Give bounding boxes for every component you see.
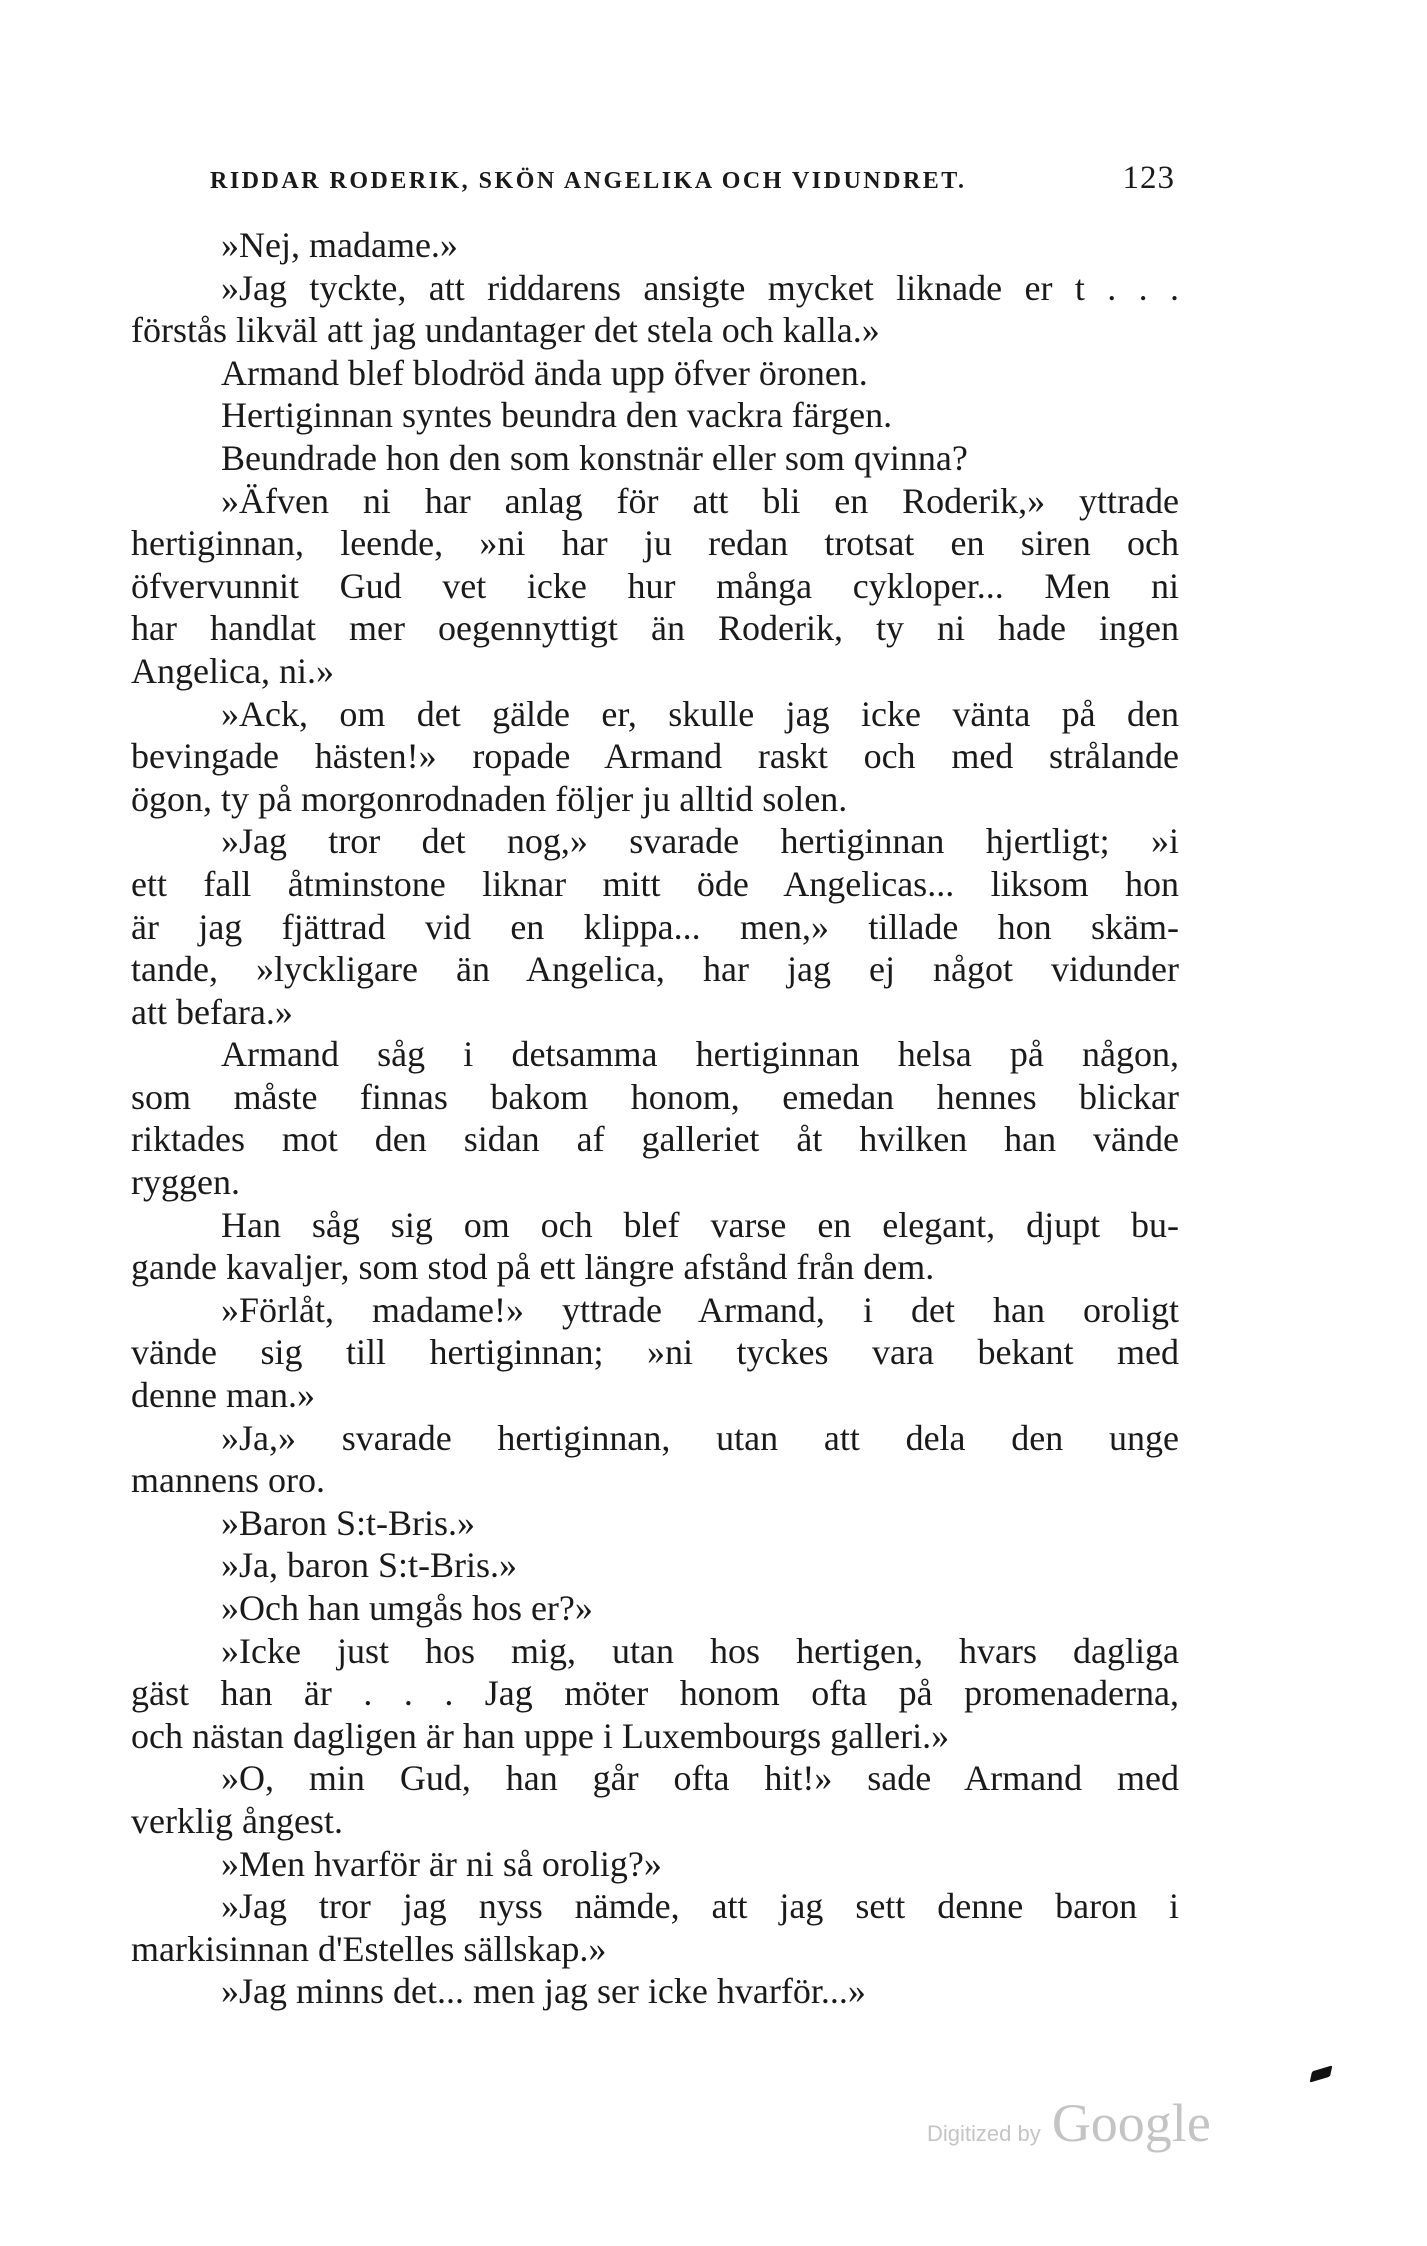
text-line: vände sig till hertiginnan; »ni tyckes vara bekant med	[131, 1332, 1179, 1373]
text-line: som måste finnas bakom honom, emedan hennes blickar	[131, 1076, 1179, 1117]
text-line: gäst han är . . . Jag möter honom ofta på promenaderna,	[131, 1673, 1179, 1714]
text-line: »Förlåt, madame!» yttrade Armand, i det han oroligt	[221, 1289, 1179, 1330]
text-line: tande, »lyckligare än Angelica, har jag ej något vidunder	[131, 949, 1179, 990]
text-line: riktades mot den sidan af galleriet åt hvilken han vände	[131, 1119, 1179, 1160]
page-number: 123	[1122, 160, 1175, 196]
text-line: Han såg sig om och blef varse en elegant, djupt bu-	[221, 1204, 1179, 1245]
text-line: verklig ångest.	[131, 1800, 343, 1841]
text-line: Hertiginnan syntes beundra den vackra färgen.	[221, 395, 893, 436]
text-line: »Men hvarför är ni så orolig?»	[221, 1843, 662, 1884]
text-line: »Ja,» svarade hertiginnan, utan att dela den unge	[221, 1417, 1179, 1458]
text-line: mannens oro.	[131, 1460, 325, 1501]
running-title: RIDDAR RODERIK, SKÖN ANGELIKA OCH VIDUNDRET.	[210, 168, 967, 194]
text-line: ryggen.	[131, 1162, 240, 1203]
text-line: öfvervunnit Gud vet icke hur många cykloper... Men ni	[131, 565, 1179, 606]
body-text	[131, 224, 1179, 2013]
text-line: bevingade hästen!» ropade Armand raskt och med strålande	[131, 736, 1179, 777]
text-line: »Icke just hos mig, utan hos hertigen, hvars dagliga	[221, 1630, 1179, 1671]
text-line: »Jag minns det... men jag ser icke hvarför...»	[221, 1971, 866, 2012]
text-line: »Baron S:t-Bris.»	[221, 1502, 476, 1543]
text-line: »Och han umgås hos er?»	[221, 1588, 593, 1628]
text-line: Armand såg i detsamma hertiginnan helsa på någon,	[221, 1034, 1179, 1075]
text-line: har handlat mer oegennyttigt än Roderik, ty ni hade ingen	[131, 608, 1179, 649]
text-line: förstås likväl att jag undantager det stela och kalla.»	[131, 310, 880, 351]
digitized-watermark	[927, 2092, 1211, 2152]
text-line: »Jag tyckte, att riddarens ansigte mycket liknade er t . . .	[221, 267, 1179, 308]
ink-mark-icon	[1310, 2065, 1333, 2082]
text-line: Armand blef blodröd ända upp öfver öronen.	[221, 352, 868, 393]
text-line: »Jag tror jag nyss nämde, att jag sett denne baron i	[221, 1886, 1179, 1927]
text-line: ett fall åtminstone liknar mitt öde Angelicas... liksom hon	[131, 863, 1179, 904]
text-line: »Ja, baron S:t-Bris.»	[221, 1545, 517, 1586]
text-line: och nästan dagligen är han uppe i Luxembourgs galleri.»	[131, 1715, 950, 1756]
watermark-prefix: Digitized by	[927, 2121, 1041, 2146]
text-line: »Jag tror det nog,» svarade hertiginnan hjertligt; »i	[221, 821, 1179, 862]
text-line: att befara.»	[131, 991, 293, 1032]
text-line: »O, min Gud, han går ofta hit!» sade Armand med	[221, 1758, 1179, 1799]
running-head	[210, 160, 1175, 200]
text-line: Beundrade hon den som konstnär eller som qvinna?	[221, 437, 968, 478]
text-line: gande kavaljer, som stod på ett längre afstånd från dem.	[131, 1247, 935, 1288]
text-line: är jag fjättrad vid en klippa... men,» tillade hon skäm-	[131, 906, 1179, 947]
text-line: »Nej, madame.»	[221, 225, 458, 265]
text-line: Angelica, ni.»	[131, 650, 334, 691]
text-line: hertiginnan, leende, »ni har ju redan trotsat en siren och	[131, 523, 1179, 564]
text-line: »Äfven ni har anlag för att bli en Roderik,» yttrade	[221, 480, 1179, 521]
text-line: denne man.»	[131, 1375, 315, 1416]
text-line: »Ack, om det gälde er, skulle jag icke vänta på den	[221, 693, 1179, 734]
watermark-logo: Google	[1051, 2093, 1211, 2153]
text-line: markisinnan d'Estelles sällskap.»	[131, 1928, 607, 1969]
text-line: ögon, ty på morgonrodnaden följer ju alltid solen.	[131, 778, 848, 819]
